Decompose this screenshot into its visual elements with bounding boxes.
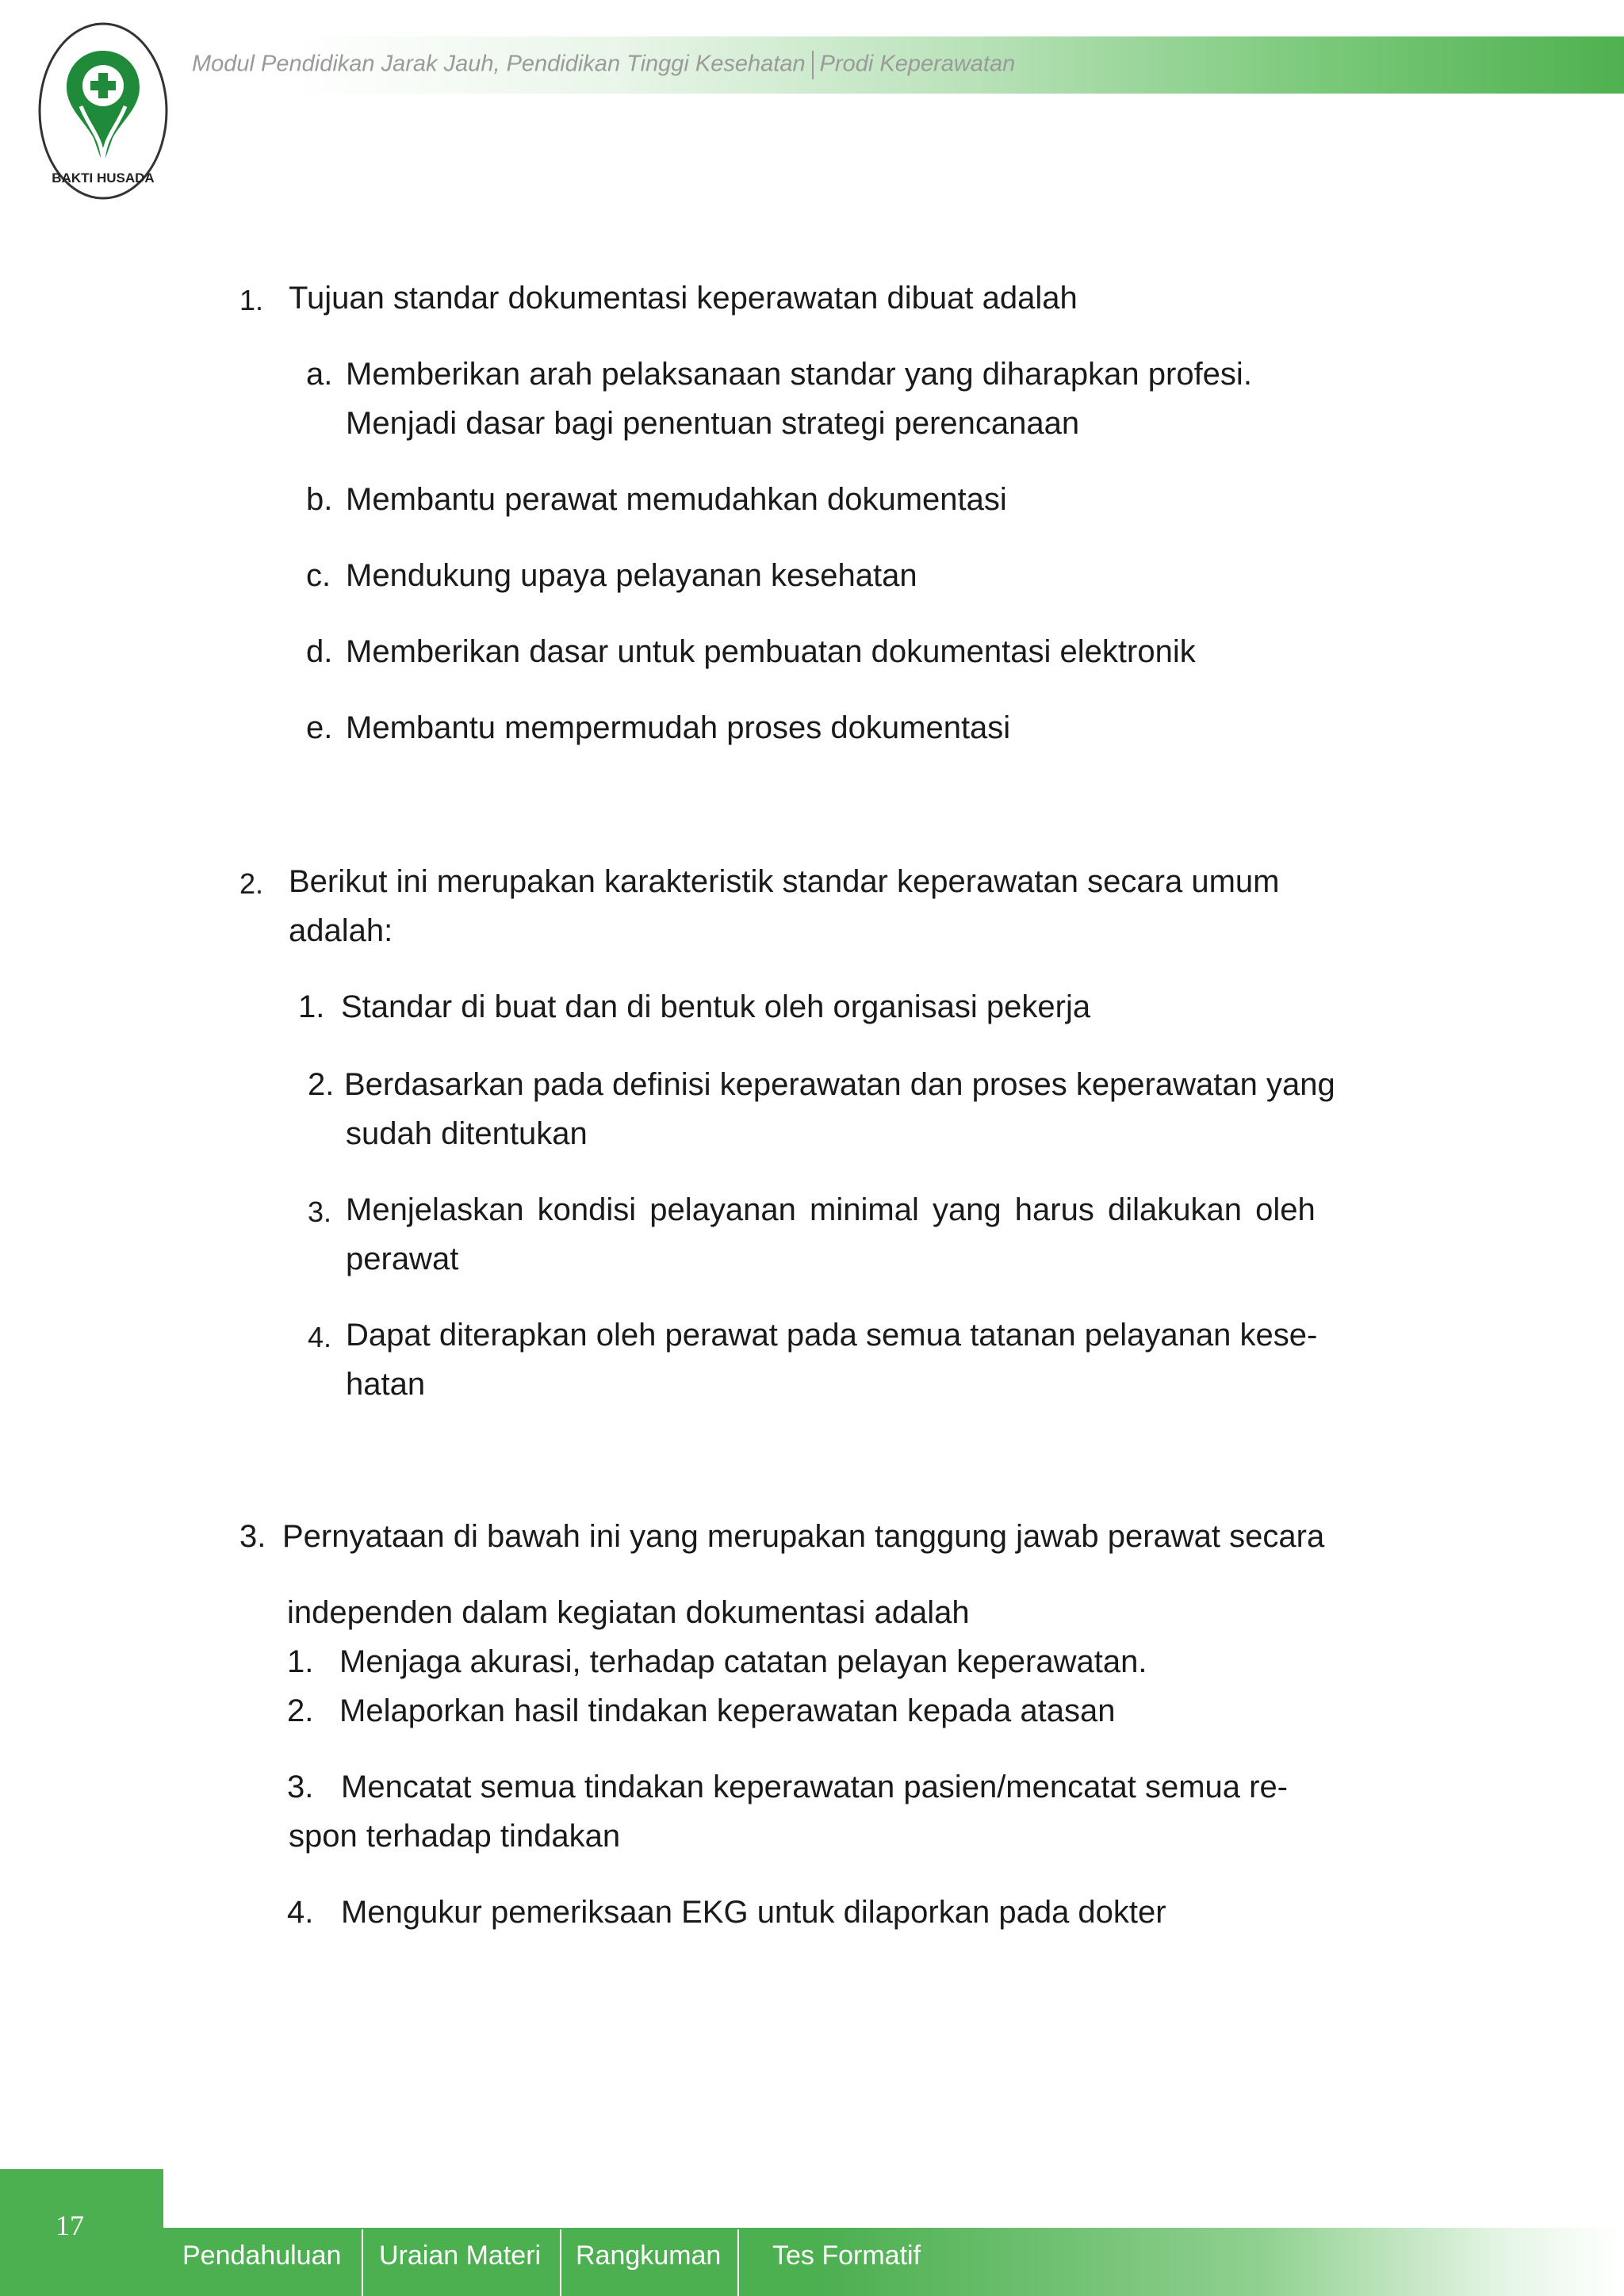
q3-option-1-label: 1. [287,1644,314,1679]
q2-option-3-line2: perawat [346,1242,459,1276]
svg-text:BAKTI HUSADA: BAKTI HUSADA [52,170,155,186]
q2-option-4-line1: Dapat diterapkan oleh perawat pada semua tatanan pelayanan kese- [346,1318,1318,1353]
q2-option-3-line1: Menjelaskan kondisi pelayanan minimal yang harus dilakukan oleh [346,1192,1316,1227]
q3-option-2-text: Melaporkan hasil tindakan keperawatan kepada atasan [339,1693,1116,1728]
question-1-stem: Tujuan standar dokumentasi keperawatan dibuat adalah [289,281,1078,316]
q2-option-1-text: Standar di buat dan di bentuk oleh organisasi pekerja [341,989,1091,1024]
q1-option-b-text: Membantu perawat memudahkan dokumentasi [346,482,1007,517]
q1-option-b-label: b. [306,482,333,517]
header-divider [812,51,814,79]
q2-option-3-label: 3. [308,1196,332,1228]
question-2-stem-line1: Berikut ini merupakan karakteristik standar keperawatan secara umum [289,864,1280,899]
q1-option-e-label: e. [306,710,333,745]
question-2-stem-line2: adalah: [289,913,393,948]
q1-option-e-text: Membantu mempermudah proses dokumentasi [346,710,1011,745]
nav-divider [362,2229,363,2296]
q3-option-2-label: 2. [287,1693,314,1728]
bakti-husada-logo [35,19,171,203]
question-3-stem-line2: independen dalam kegiatan dokumentasi adalah [287,1595,970,1630]
nav-divider [737,2229,739,2296]
q2-option-4-label: 4. [308,1321,332,1353]
q1-option-a-label: a. [306,357,333,392]
q3-option-3-line2: spon terhadap tindakan [289,1819,621,1854]
q3-option-1-text: Menjaga akurasi, terhadap catatan pelayan keperawatan. [339,1644,1147,1679]
question-3-stem-line1: Pernyataan di bawah ini yang merupakan tanggung jawab perawat secara [282,1519,1325,1554]
q2-option-1-label: 1. [298,989,325,1024]
q2-option-4-line2: hatan [346,1367,426,1402]
question-1-number: 1. [239,284,264,316]
q1-option-c-label: c. [306,558,331,593]
q3-option-3-line1: Mencatat semua tindakan keperawatan pasien/mencatat semua re- [341,1770,1289,1804]
q3-option-4-label: 4. [287,1895,314,1930]
nav-pendahuluan[interactable]: Pendahuluan [182,2241,342,2271]
question-2-number: 2. [239,867,264,900]
q1-option-a-line2: Menjadi dasar bagi penentuan strategi perencanaan [346,406,1080,441]
page-number: 17 [56,2210,84,2241]
q2-option-2-line1: Berdasarkan pada definisi keperawatan dan proses keperawatan yang [344,1067,1335,1102]
nav-divider [560,2229,561,2296]
nav-rangkuman[interactable]: Rangkuman [576,2241,722,2271]
q2-option-2-label: 2. [308,1067,335,1102]
nav-uraian-materi[interactable]: Uraian Materi [379,2241,542,2271]
q1-option-a-line1: Memberikan arah pelaksanaan standar yang diharapkan profesi. [346,357,1252,392]
q3-option-3-label: 3. [287,1770,314,1804]
q2-option-2-line2: sudah ditentukan [346,1116,588,1151]
q1-option-d-text: Memberikan dasar untuk pembuatan dokumentasi elektronik [346,634,1196,669]
nav-tes-formatif[interactable]: Tes Formatif [772,2241,921,2271]
question-3-number: 3. [239,1519,266,1554]
header-title: Modul Pendidikan Jarak Jauh, Pendidikan Tinggi Kesehatan Prodi Keperawatan [192,51,1015,79]
q1-option-d-label: d. [306,634,333,669]
q1-option-c-text: Mendukung upaya pelayanan kesehatan [346,558,917,593]
q3-option-4-text: Mengukur pemeriksaan EKG untuk dilaporkan pada dokter [341,1895,1166,1930]
